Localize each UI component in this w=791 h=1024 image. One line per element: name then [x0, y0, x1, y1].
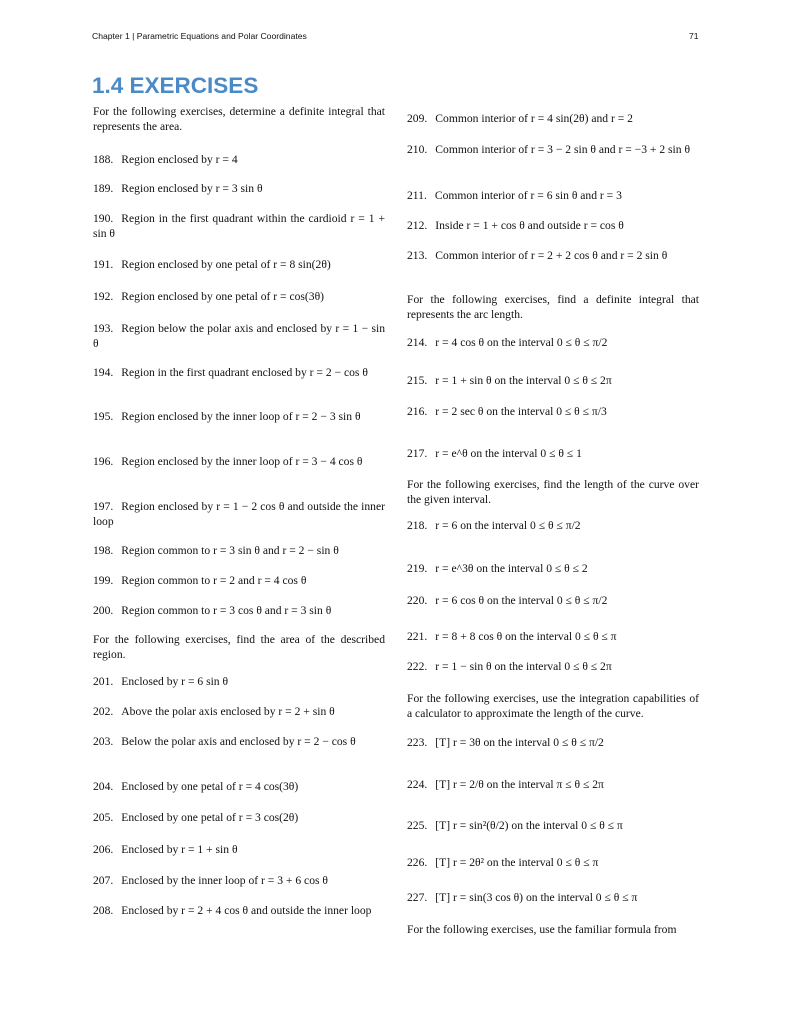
- instruction-text: [407, 477, 699, 507]
- exercise-item: [93, 842, 385, 857]
- exercise-text: For the following exercises, find a definite integral that represents the arc length.: [407, 293, 699, 321]
- exercise-item: [93, 674, 385, 689]
- exercise-text: Region common to r = 2 and r = 4 cos θ: [121, 574, 307, 587]
- exercise-item: [407, 735, 699, 750]
- exercise-text: Enclosed by one petal of r = 3 cos(2θ): [121, 811, 299, 824]
- exercise-number: 194.: [93, 366, 114, 379]
- exercise-item: [93, 289, 385, 304]
- exercise-item: [407, 335, 699, 350]
- exercise-number: 217.: [407, 447, 428, 460]
- exercise-number: 227.: [407, 891, 428, 904]
- exercise-number: 218.: [407, 519, 428, 532]
- instruction-text: [93, 104, 385, 134]
- exercise-number: 189.: [93, 182, 114, 195]
- exercise-text: Enclosed by r = 6 sin θ: [121, 675, 229, 688]
- exercise-number: 223.: [407, 736, 428, 749]
- exercise-item: [407, 593, 699, 608]
- exercise-text: [T] r = 2θ² on the interval 0 ≤ θ ≤ π: [435, 856, 599, 869]
- exercise-text: r = e^θ on the interval 0 ≤ θ ≤ 1: [435, 447, 582, 460]
- instruction-text: [407, 292, 699, 322]
- exercise-number: 219.: [407, 562, 428, 575]
- exercise-number: 206.: [93, 843, 114, 856]
- exercise-number: 224.: [407, 778, 428, 791]
- exercise-text: Region in the first quadrant within the cardioid r = 1 + sin θ: [93, 212, 385, 240]
- exercise-item: [93, 779, 385, 794]
- instruction-text: [407, 922, 699, 937]
- exercise-item: [93, 543, 385, 558]
- exercise-text: r = e^3θ on the interval 0 ≤ θ ≤ 2: [435, 562, 588, 575]
- exercise-item: [93, 873, 385, 888]
- exercise-item: [407, 111, 699, 126]
- exercise-text: r = 1 − sin θ on the interval 0 ≤ θ ≤ 2π: [435, 660, 612, 673]
- exercise-text: For the following exercises, find the length of the curve over the given interval.: [407, 478, 699, 506]
- exercise-number: 204.: [93, 780, 114, 793]
- exercise-number: 188.: [93, 153, 114, 166]
- exercise-number: 220.: [407, 594, 428, 607]
- exercise-item: [407, 218, 699, 233]
- exercise-item: [93, 152, 385, 167]
- exercise-text: [T] r = sin²(θ/2) on the interval 0 ≤ θ ≤ π: [435, 819, 623, 832]
- exercise-item: [407, 518, 699, 533]
- exercise-text: r = 6 cos θ on the interval 0 ≤ θ ≤ π/2: [435, 594, 608, 607]
- exercise-item: [407, 855, 699, 870]
- exercise-item: [407, 777, 699, 792]
- exercise-number: 214.: [407, 336, 428, 349]
- exercise-number: 195.: [93, 410, 114, 423]
- exercise-item: [407, 890, 699, 905]
- exercise-number: 193.: [93, 322, 114, 335]
- exercise-item: [407, 659, 699, 674]
- exercise-number: 199.: [93, 574, 114, 587]
- exercise-item: [93, 321, 385, 351]
- exercise-number: 215.: [407, 374, 428, 387]
- exercise-number: 201.: [93, 675, 114, 688]
- exercise-item: [93, 257, 385, 272]
- exercise-number: 211.: [407, 189, 427, 202]
- exercise-text: Region common to r = 3 sin θ and r = 2 − sin θ: [121, 544, 339, 557]
- exercise-number: 205.: [93, 811, 114, 824]
- exercise-number: 216.: [407, 405, 428, 418]
- exercise-item: [407, 629, 699, 644]
- exercise-text: Enclosed by one petal of r = 4 cos(3θ): [121, 780, 299, 793]
- exercise-text: [T] r = 2/θ on the interval π ≤ θ ≤ 2π: [435, 778, 604, 791]
- exercise-text: Region enclosed by one petal of r = cos(3θ): [121, 290, 324, 303]
- exercise-item: [407, 373, 699, 388]
- exercise-text: [T] r = 3θ on the interval 0 ≤ θ ≤ π/2: [435, 736, 604, 749]
- exercise-item: [407, 446, 699, 461]
- exercise-text: For the following exercises, find the area of the described region.: [93, 633, 385, 661]
- exercise-text: Common interior of r = 2 + 2 cos θ and r = 2 sin θ: [435, 249, 668, 262]
- section-title: 1.4 EXERCISES: [92, 73, 259, 98]
- exercise-text: Common interior of r = 4 sin(2θ) and r = 2: [435, 112, 633, 125]
- exercise-number: 212.: [407, 219, 428, 232]
- exercise-text: Below the polar axis and enclosed by r = 2 − cos θ: [121, 735, 356, 748]
- exercise-text: r = 8 + 8 cos θ on the interval 0 ≤ θ ≤ π: [435, 630, 617, 643]
- exercise-text: For the following exercises, use the integration capabilities of a calculator to approximate the length of the curve.: [407, 692, 699, 720]
- exercise-number: 197.: [93, 500, 114, 513]
- exercise-text: r = 6 on the interval 0 ≤ θ ≤ π/2: [435, 519, 581, 532]
- exercise-item: [93, 365, 385, 380]
- exercise-number: 209.: [407, 112, 428, 125]
- exercise-number: 210.: [407, 143, 428, 156]
- exercise-item: [93, 810, 385, 825]
- chapter-header: Chapter 1 | Parametric Equations and Polar Coordinates: [92, 31, 307, 41]
- exercise-number: 200.: [93, 604, 114, 617]
- exercise-item: [407, 248, 699, 263]
- exercise-number: 190.: [93, 212, 114, 225]
- exercise-text: Region enclosed by the inner loop of r = 3 − 4 cos θ: [121, 455, 363, 468]
- exercise-text: Region in the first quadrant enclosed by r = 2 − cos θ: [121, 366, 368, 379]
- exercise-text: Region enclosed by r = 3 sin θ: [121, 182, 263, 195]
- exercise-number: 192.: [93, 290, 114, 303]
- instruction-text: [407, 691, 699, 721]
- exercise-text: Above the polar axis enclosed by r = 2 + sin θ: [121, 705, 335, 718]
- exercise-number: 226.: [407, 856, 428, 869]
- exercise-text: Region enclosed by r = 1 − 2 cos θ and outside the inner loop: [93, 500, 385, 528]
- exercise-text: Region enclosed by r = 4: [121, 153, 238, 166]
- exercise-number: 202.: [93, 705, 114, 718]
- exercise-item: [407, 818, 699, 833]
- exercise-text: r = 2 sec θ on the interval 0 ≤ θ ≤ π/3: [435, 405, 607, 418]
- exercise-text: Region below the polar axis and enclosed by r = 1 − sin θ: [93, 322, 385, 350]
- exercise-number: 198.: [93, 544, 114, 557]
- exercise-item: [93, 734, 385, 749]
- exercise-number: 213.: [407, 249, 428, 262]
- exercise-item: [93, 181, 385, 196]
- exercise-item: [407, 142, 699, 157]
- exercise-item: [407, 404, 699, 419]
- exercise-text: Region enclosed by one petal of r = 8 sin(2θ): [121, 258, 331, 271]
- exercise-item: [93, 409, 385, 424]
- exercise-text: Enclosed by r = 1 + sin θ: [121, 843, 238, 856]
- exercise-text: Common interior of r = 6 sin θ and r = 3: [434, 189, 622, 202]
- exercise-item: [93, 499, 385, 529]
- exercise-text: Common interior of r = 3 − 2 sin θ and r = −3 + 2 sin θ: [435, 143, 691, 156]
- exercise-text: Inside r = 1 + cos θ and outside r = cos θ: [435, 219, 624, 232]
- exercise-item: [93, 573, 385, 588]
- exercise-item: [93, 211, 385, 241]
- exercise-number: 207.: [93, 874, 114, 887]
- exercise-item: [93, 903, 385, 918]
- exercise-text: Region enclosed by the inner loop of r = 2 − 3 sin θ: [121, 410, 361, 423]
- exercise-number: 196.: [93, 455, 114, 468]
- exercise-text: [T] r = sin(3 cos θ) on the interval 0 ≤ θ ≤ π: [435, 891, 638, 904]
- exercise-item: [93, 603, 385, 618]
- exercise-number: 208.: [93, 904, 114, 917]
- exercise-number: 191.: [93, 258, 114, 271]
- exercise-item: [407, 561, 699, 576]
- exercise-number: 221.: [407, 630, 428, 643]
- exercise-text: For the following exercises, use the familiar formula from: [407, 923, 677, 936]
- exercise-item: [93, 454, 385, 469]
- instruction-text: [93, 632, 385, 662]
- exercise-text: For the following exercises, determine a definite integral that represents the area.: [93, 105, 385, 133]
- exercise-text: r = 1 + sin θ on the interval 0 ≤ θ ≤ 2π: [435, 374, 612, 387]
- exercise-text: r = 4 cos θ on the interval 0 ≤ θ ≤ π/2: [435, 336, 608, 349]
- exercise-number: 203.: [93, 735, 114, 748]
- exercise-text: Enclosed by the inner loop of r = 3 + 6 cos θ: [121, 874, 328, 887]
- exercise-text: Region common to r = 3 cos θ and r = 3 sin θ: [121, 604, 332, 617]
- exercise-item: [407, 188, 699, 203]
- exercise-number: 222.: [407, 660, 428, 673]
- exercise-item: [93, 704, 385, 719]
- page-number: 71: [689, 31, 699, 41]
- exercise-number: 225.: [407, 819, 428, 832]
- exercise-text: Enclosed by r = 2 + 4 cos θ and outside the inner loop: [121, 904, 372, 917]
